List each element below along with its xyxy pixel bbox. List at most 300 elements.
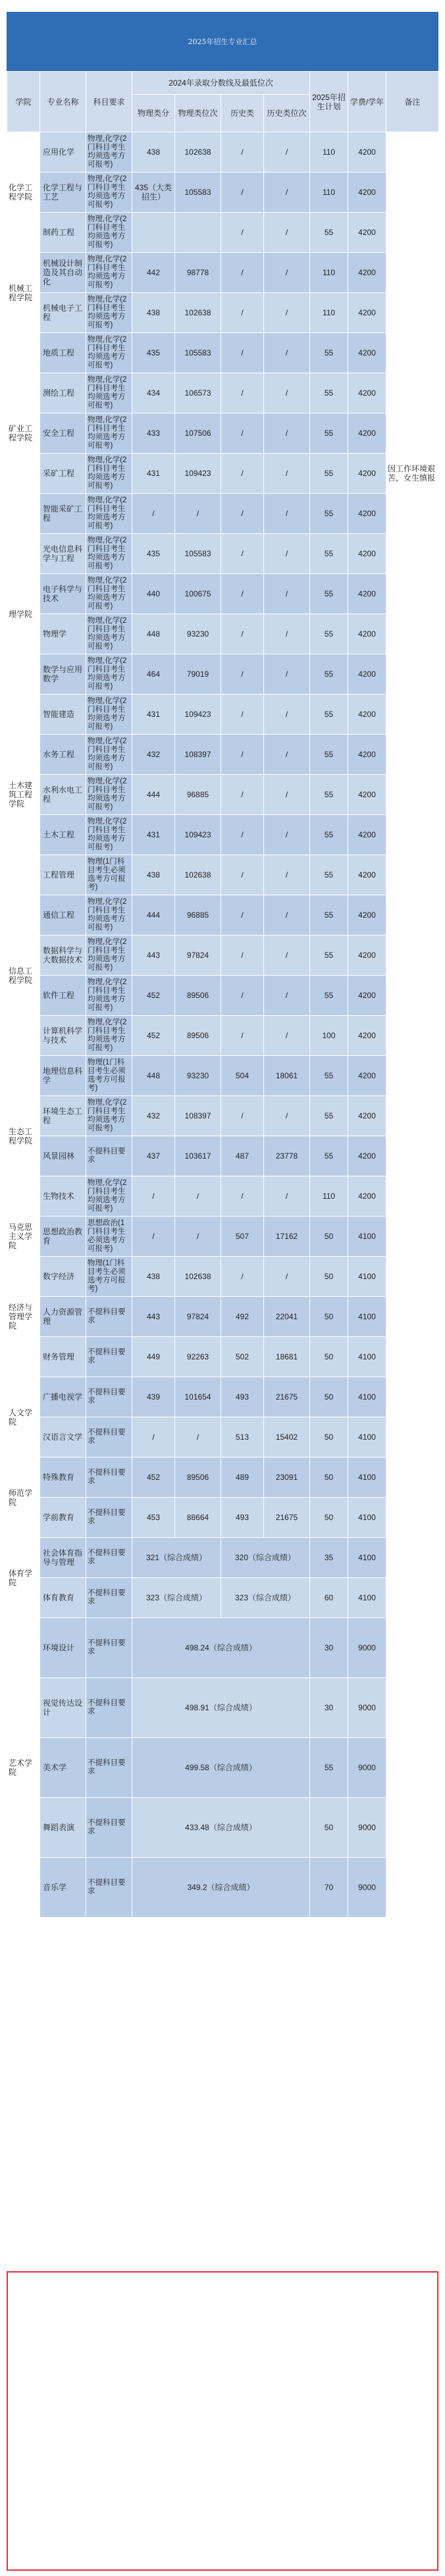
tuition-fee: 9000 [348, 1678, 386, 1738]
subject-requirement: 物理,化学(2门科目考生均须选考方可报考) [86, 534, 132, 574]
subject-requirement: 不提科目要求 [86, 1618, 132, 1678]
phys-rank: 89506 [175, 1458, 221, 1498]
admissions-table [7, 71, 439, 1918]
note [386, 1056, 439, 1096]
subject-requirement: 不提科目要求 [86, 1377, 132, 1417]
major-name: 特殊教育 [40, 1458, 86, 1498]
subject-requirement: 不提科目要求 [86, 1858, 132, 1918]
phys-rank: 89506 [175, 1016, 221, 1056]
hist-rank: / [264, 614, 310, 654]
note [386, 654, 439, 695]
table-row [7, 1678, 439, 1738]
hist-rank: / [264, 574, 310, 614]
table-row [7, 1858, 439, 1918]
tuition-fee: 9000 [348, 1738, 386, 1798]
table-row [7, 1498, 439, 1538]
tuition-fee: 4200 [348, 735, 386, 775]
hist-rank: / [264, 293, 310, 333]
major-name: 美术学 [40, 1738, 86, 1798]
note [386, 855, 439, 895]
note [386, 1337, 439, 1377]
tuition-fee: 4200 [348, 895, 386, 935]
college-name: 马克思主义学院 [7, 1217, 40, 1257]
phys-rank: 105583 [175, 172, 221, 213]
subject-requirement: 物理,化学(2门科目考生均须选考方可报考) [86, 132, 132, 172]
combined-score: 498.24（综合成绩） [132, 1618, 310, 1678]
tuition-fee: 4200 [348, 1016, 386, 1056]
hist-score: 323（综合成绩） [221, 1578, 310, 1618]
phys-score: 452 [132, 1458, 175, 1498]
tuition-fee: 4200 [348, 253, 386, 293]
hist-score: 487 [221, 1136, 264, 1176]
subject-requirement: 不提科目要求 [86, 1578, 132, 1618]
combined-score: 499.58（综合成绩） [132, 1738, 310, 1798]
combined-score: 498.91（综合成绩） [132, 1678, 310, 1738]
note [386, 253, 439, 293]
phys-score: 431 [132, 695, 175, 735]
enrollment-plan: 110 [310, 1176, 348, 1217]
enrollment-plan: 55 [310, 695, 348, 735]
major-name: 体育教育 [40, 1578, 86, 1618]
hist-score: / [221, 775, 264, 815]
enrollment-plan: 50 [310, 1217, 348, 1257]
enrollment-plan: 110 [310, 132, 348, 172]
phys-score: 433 [132, 413, 175, 454]
phys-rank: 102638 [175, 855, 221, 895]
hist-score: 489 [221, 1458, 264, 1498]
phys-score: 431 [132, 815, 175, 855]
enrollment-plan: 55 [310, 1056, 348, 1096]
table-row [7, 1417, 439, 1458]
tuition-fee: 4200 [348, 132, 386, 172]
subject-requirement: 物理,化学(2门科目考生均须选考方可报考) [86, 1016, 132, 1056]
enrollment-plan: 100 [310, 1016, 348, 1056]
note [386, 1538, 439, 1578]
subject-requirement: 不提科目要求 [86, 1738, 132, 1798]
hist-score: / [221, 695, 264, 735]
major-name: 计算机科学与技术 [40, 1016, 86, 1056]
major-name: 地理信息科学 [40, 1056, 86, 1096]
note [386, 775, 439, 815]
enrollment-plan: 50 [310, 1798, 348, 1858]
phys-score: 437 [132, 1136, 175, 1176]
header-fee: 学费/学年 [348, 72, 386, 132]
phys-score: / [132, 1217, 175, 1257]
phys-rank: / [175, 1417, 221, 1458]
tuition-fee: 4200 [348, 454, 386, 494]
subject-requirement: 物理,化学(2门科目考生均须选考方可报考) [86, 815, 132, 855]
subject-requirement: 物理,化学(2门科目考生均须选考方可报考) [86, 293, 132, 333]
note [386, 1458, 439, 1498]
table-title: 2025年招生专业汇总 [7, 12, 438, 71]
major-name: 制药工程 [40, 213, 86, 253]
note [386, 695, 439, 735]
table-row [7, 1798, 439, 1858]
enrollment-plan: 30 [310, 1678, 348, 1738]
table-row [7, 976, 439, 1016]
enrollment-plan: 55 [310, 895, 348, 935]
tuition-fee: 4200 [348, 373, 386, 413]
major-name: 数学与应用数学 [40, 654, 86, 695]
header-score-group: 2024年录取分数线及最低位次 [132, 72, 310, 95]
enrollment-plan: 55 [310, 1096, 348, 1136]
hist-rank: / [264, 935, 310, 976]
header-phys-score: 物理类分 [132, 95, 175, 132]
note [386, 1738, 439, 1798]
phys-rank [175, 213, 221, 253]
enrollment-plan: 55 [310, 213, 348, 253]
phys-rank: 109423 [175, 695, 221, 735]
hist-rank: / [264, 1016, 310, 1056]
major-name: 应用化学 [40, 132, 86, 172]
major-name: 音乐学 [40, 1858, 86, 1918]
header-major: 专业名称 [40, 72, 86, 132]
tuition-fee: 4200 [348, 574, 386, 614]
hist-rank: / [264, 735, 310, 775]
hist-rank: / [264, 132, 310, 172]
major-name: 数字经济 [40, 1257, 86, 1297]
note [386, 614, 439, 654]
hist-score: / [221, 654, 264, 695]
subject-requirement: 物理,化学(2门科目考生均须选考方可报考) [86, 213, 132, 253]
major-name: 数据科学与大数据技术 [40, 935, 86, 976]
phys-rank: 96885 [175, 775, 221, 815]
note [386, 574, 439, 614]
phys-score [132, 213, 175, 253]
tuition-fee: 4100 [348, 1217, 386, 1257]
phys-score: 321（综合成绩） [132, 1538, 221, 1578]
header-note: 备注 [386, 72, 439, 132]
table-row [7, 213, 439, 253]
note [386, 1678, 439, 1738]
college-name: 矿业工程学院 [7, 333, 40, 534]
major-name: 测绘工程 [40, 373, 86, 413]
note [386, 1176, 439, 1217]
art-college-highlight [7, 2271, 438, 2571]
subject-requirement: 物理(1门科目考生必须选考方可报考) [86, 1056, 132, 1096]
header-subject: 科目要求 [86, 72, 132, 132]
hist-score: / [221, 494, 264, 534]
note [386, 1136, 439, 1176]
subject-requirement: 物理,化学(2门科目考生均须选考方可报考) [86, 494, 132, 534]
tuition-fee: 4200 [348, 1056, 386, 1096]
hist-rank: 17162 [264, 1217, 310, 1257]
tuition-fee: 4200 [348, 855, 386, 895]
subject-requirement: 物理,化学(2门科目考生均须选考方可报考) [86, 1176, 132, 1217]
tuition-fee: 4100 [348, 1337, 386, 1377]
tuition-fee: 4100 [348, 1578, 386, 1618]
major-name: 智能采矿工程 [40, 494, 86, 534]
note [386, 1618, 439, 1678]
hist-score: 513 [221, 1417, 264, 1458]
phys-score: 323（综合成绩） [132, 1578, 221, 1618]
phys-rank: 105583 [175, 333, 221, 373]
note [386, 1297, 439, 1337]
hist-score: / [221, 454, 264, 494]
table-row [7, 1337, 439, 1377]
hist-score: / [221, 213, 264, 253]
enrollment-plan: 55 [310, 534, 348, 574]
tuition-fee: 4200 [348, 1096, 386, 1136]
table-row [7, 293, 439, 333]
phys-score: 444 [132, 775, 175, 815]
subject-requirement: 物理,化学(2门科目考生均须选考方可报考) [86, 695, 132, 735]
note: 因工作环境艰苦，女生慎报 [386, 454, 439, 494]
hist-rank: / [264, 454, 310, 494]
phys-score: 444 [132, 895, 175, 935]
major-name: 软件工程 [40, 976, 86, 1016]
enrollment-plan: 50 [310, 1498, 348, 1538]
subject-requirement: 物理,化学(2门科目考生均须选考方可报考) [86, 735, 132, 775]
hist-score: / [221, 534, 264, 574]
enrollment-plan: 50 [310, 1377, 348, 1417]
phys-score: 448 [132, 1056, 175, 1096]
table-row [7, 1578, 439, 1618]
note [386, 1217, 439, 1257]
college-name: 理学院 [7, 534, 40, 695]
college-name: 人文学院 [7, 1377, 40, 1458]
hist-score: 507 [221, 1217, 264, 1257]
table-row [7, 494, 439, 534]
hist-score: 320（综合成绩） [221, 1538, 310, 1578]
major-name: 机械设计制造及其自动化 [40, 253, 86, 293]
phys-rank: 97824 [175, 1297, 221, 1337]
subject-requirement: 物理,化学(2门科目考生均须选考方可报考) [86, 614, 132, 654]
major-name: 人力资源管理 [40, 1297, 86, 1337]
table-row [7, 815, 439, 855]
table-row [7, 775, 439, 815]
hist-rank: / [264, 775, 310, 815]
hist-score: / [221, 293, 264, 333]
hist-rank: / [264, 1176, 310, 1217]
tuition-fee: 4200 [348, 213, 386, 253]
enrollment-plan: 55 [310, 614, 348, 654]
subject-requirement: 物理,化学(2门科目考生均须选考方可报考) [86, 172, 132, 213]
hist-score: / [221, 333, 264, 373]
subject-requirement: 物理,化学(2门科目考生均须选考方可报考) [86, 895, 132, 935]
phys-rank: 108397 [175, 1096, 221, 1136]
enrollment-plan: 55 [310, 654, 348, 695]
table-row [7, 1016, 439, 1056]
enrollment-plan: 35 [310, 1538, 348, 1578]
note [386, 935, 439, 976]
phys-score: 438 [132, 1257, 175, 1297]
major-name: 土木工程 [40, 815, 86, 855]
enrollment-plan: 110 [310, 253, 348, 293]
table-row [7, 253, 439, 293]
phys-rank: 103617 [175, 1136, 221, 1176]
note [386, 735, 439, 775]
major-name: 风景园林 [40, 1136, 86, 1176]
combined-score: 433.48（综合成绩） [132, 1798, 310, 1858]
enrollment-plan: 55 [310, 735, 348, 775]
phys-score: 435 [132, 534, 175, 574]
major-name: 工程管理 [40, 855, 86, 895]
enrollment-plan: 110 [310, 172, 348, 213]
phys-score: 449 [132, 1337, 175, 1377]
note [386, 976, 439, 1016]
tuition-fee: 4200 [348, 976, 386, 1016]
hist-rank: / [264, 1096, 310, 1136]
hist-rank: / [264, 1257, 310, 1297]
phys-score: 443 [132, 935, 175, 976]
tuition-fee: 9000 [348, 1618, 386, 1678]
subject-requirement: 不提科目要求 [86, 1417, 132, 1458]
tuition-fee: 4200 [348, 654, 386, 695]
major-name: 水利水电工程 [40, 775, 86, 815]
header-phys-rank: 物理类位次 [175, 95, 221, 132]
phys-score: / [132, 1417, 175, 1458]
tuition-fee: 4200 [348, 413, 386, 454]
note [386, 1798, 439, 1858]
major-name: 安全工程 [40, 413, 86, 454]
major-name: 生物技术 [40, 1176, 86, 1217]
major-name: 广播电视学 [40, 1377, 86, 1417]
phys-rank: 96885 [175, 895, 221, 935]
subject-requirement: 不提科目要求 [86, 1538, 132, 1578]
phys-rank: 102638 [175, 293, 221, 333]
hist-score: / [221, 976, 264, 1016]
phys-score: 443 [132, 1297, 175, 1337]
hist-score: / [221, 614, 264, 654]
major-name: 光电信息科学与工程 [40, 534, 86, 574]
phys-rank: 98778 [175, 253, 221, 293]
hist-rank: / [264, 213, 310, 253]
table-row [7, 333, 439, 373]
table-row [7, 695, 439, 735]
hist-rank: 21675 [264, 1377, 310, 1417]
enrollment-plan: 50 [310, 1417, 348, 1458]
enrollment-plan: 110 [310, 293, 348, 333]
phys-rank: / [175, 1217, 221, 1257]
subject-requirement: 物理,化学(2门科目考生均须选考方可报考) [86, 413, 132, 454]
table-row [7, 1538, 439, 1578]
combined-score: 349.2（综合成绩） [132, 1858, 310, 1918]
hist-score: / [221, 132, 264, 172]
enrollment-plan: 55 [310, 574, 348, 614]
hist-score: / [221, 413, 264, 454]
table-row [7, 1297, 439, 1337]
hist-score: / [221, 172, 264, 213]
phys-score: 438 [132, 855, 175, 895]
note [386, 1578, 439, 1618]
hist-score: / [221, 935, 264, 976]
table-row [7, 1176, 439, 1217]
phys-score: 439 [132, 1377, 175, 1417]
phys-score: 434 [132, 373, 175, 413]
phys-score: 432 [132, 1096, 175, 1136]
phys-rank: 79019 [175, 654, 221, 695]
tuition-fee: 4200 [348, 494, 386, 534]
enrollment-plan: 55 [310, 976, 348, 1016]
phys-score: 438 [132, 132, 175, 172]
enrollment-plan: 55 [310, 1738, 348, 1798]
enrollment-plan: 50 [310, 1257, 348, 1297]
phys-rank: 100675 [175, 574, 221, 614]
subject-requirement: 不提科目要求 [86, 1297, 132, 1337]
subject-requirement: 物理,化学(2门科目考生均须选考方可报考) [86, 253, 132, 293]
hist-rank: / [264, 413, 310, 454]
phys-rank: 102638 [175, 132, 221, 172]
note [386, 293, 439, 333]
subject-requirement: 物理,化学(2门科目考生均须选考方可报考) [86, 333, 132, 373]
tuition-fee: 4200 [348, 815, 386, 855]
phys-rank: / [175, 494, 221, 534]
hist-score: / [221, 1176, 264, 1217]
note [386, 1096, 439, 1136]
phys-rank: 88664 [175, 1498, 221, 1538]
table-row [7, 895, 439, 935]
enrollment-plan: 55 [310, 935, 348, 976]
hist-score: 504 [221, 1056, 264, 1096]
subject-requirement: 物理,化学(2门科目考生均须选考方可报考) [86, 775, 132, 815]
major-name: 视觉传达设计 [40, 1678, 86, 1738]
hist-rank: / [264, 895, 310, 935]
hist-rank: / [264, 494, 310, 534]
college-name: 体育学院 [7, 1538, 40, 1618]
tuition-fee: 4200 [348, 935, 386, 976]
hist-score: 493 [221, 1498, 264, 1538]
major-name: 采矿工程 [40, 454, 86, 494]
phys-rank: / [175, 1176, 221, 1217]
phys-rank: 93230 [175, 1056, 221, 1096]
header-hist-score: 历史类 [221, 95, 264, 132]
subject-requirement: 物理(1门科目考生必须选考方可报考) [86, 1257, 132, 1297]
phys-score: 432 [132, 735, 175, 775]
table-row [7, 1458, 439, 1498]
table-row [7, 654, 439, 695]
tuition-fee: 4200 [348, 695, 386, 735]
phys-score: 440 [132, 574, 175, 614]
tuition-fee: 9000 [348, 1798, 386, 1858]
major-name: 舞蹈表演 [40, 1798, 86, 1858]
college-name: 经济与管理学院 [7, 1257, 40, 1377]
tuition-fee: 4200 [348, 534, 386, 574]
note [386, 213, 439, 253]
note [386, 1417, 439, 1458]
enrollment-plan: 55 [310, 775, 348, 815]
table-row [7, 935, 439, 976]
table-row [7, 172, 439, 213]
phys-rank: 109423 [175, 454, 221, 494]
hist-score: / [221, 815, 264, 855]
phys-rank: 105583 [175, 534, 221, 574]
subject-requirement: 物理,化学(2门科目考生均须选考方可报考) [86, 935, 132, 976]
subject-requirement: 物理,化学(2门科目考生均须选考方可报考) [86, 454, 132, 494]
hist-score: 492 [221, 1297, 264, 1337]
hist-score: / [221, 895, 264, 935]
table-row [7, 454, 439, 494]
enrollment-plan: 55 [310, 855, 348, 895]
table-row [7, 132, 439, 172]
phys-score: / [132, 494, 175, 534]
hist-rank: 23091 [264, 1458, 310, 1498]
table-row [7, 614, 439, 654]
tuition-fee: 9000 [348, 1858, 386, 1918]
college-name: 机械工程学院 [7, 253, 40, 333]
note [386, 1257, 439, 1297]
hist-rank: / [264, 695, 310, 735]
tuition-fee: 4200 [348, 614, 386, 654]
hist-score: / [221, 574, 264, 614]
note [386, 1498, 439, 1538]
tuition-fee: 4100 [348, 1498, 386, 1538]
hist-score: / [221, 735, 264, 775]
hist-rank: / [264, 172, 310, 213]
enrollment-plan: 50 [310, 1337, 348, 1377]
college-name: 艺术学院 [7, 1618, 40, 1918]
enrollment-plan: 55 [310, 373, 348, 413]
